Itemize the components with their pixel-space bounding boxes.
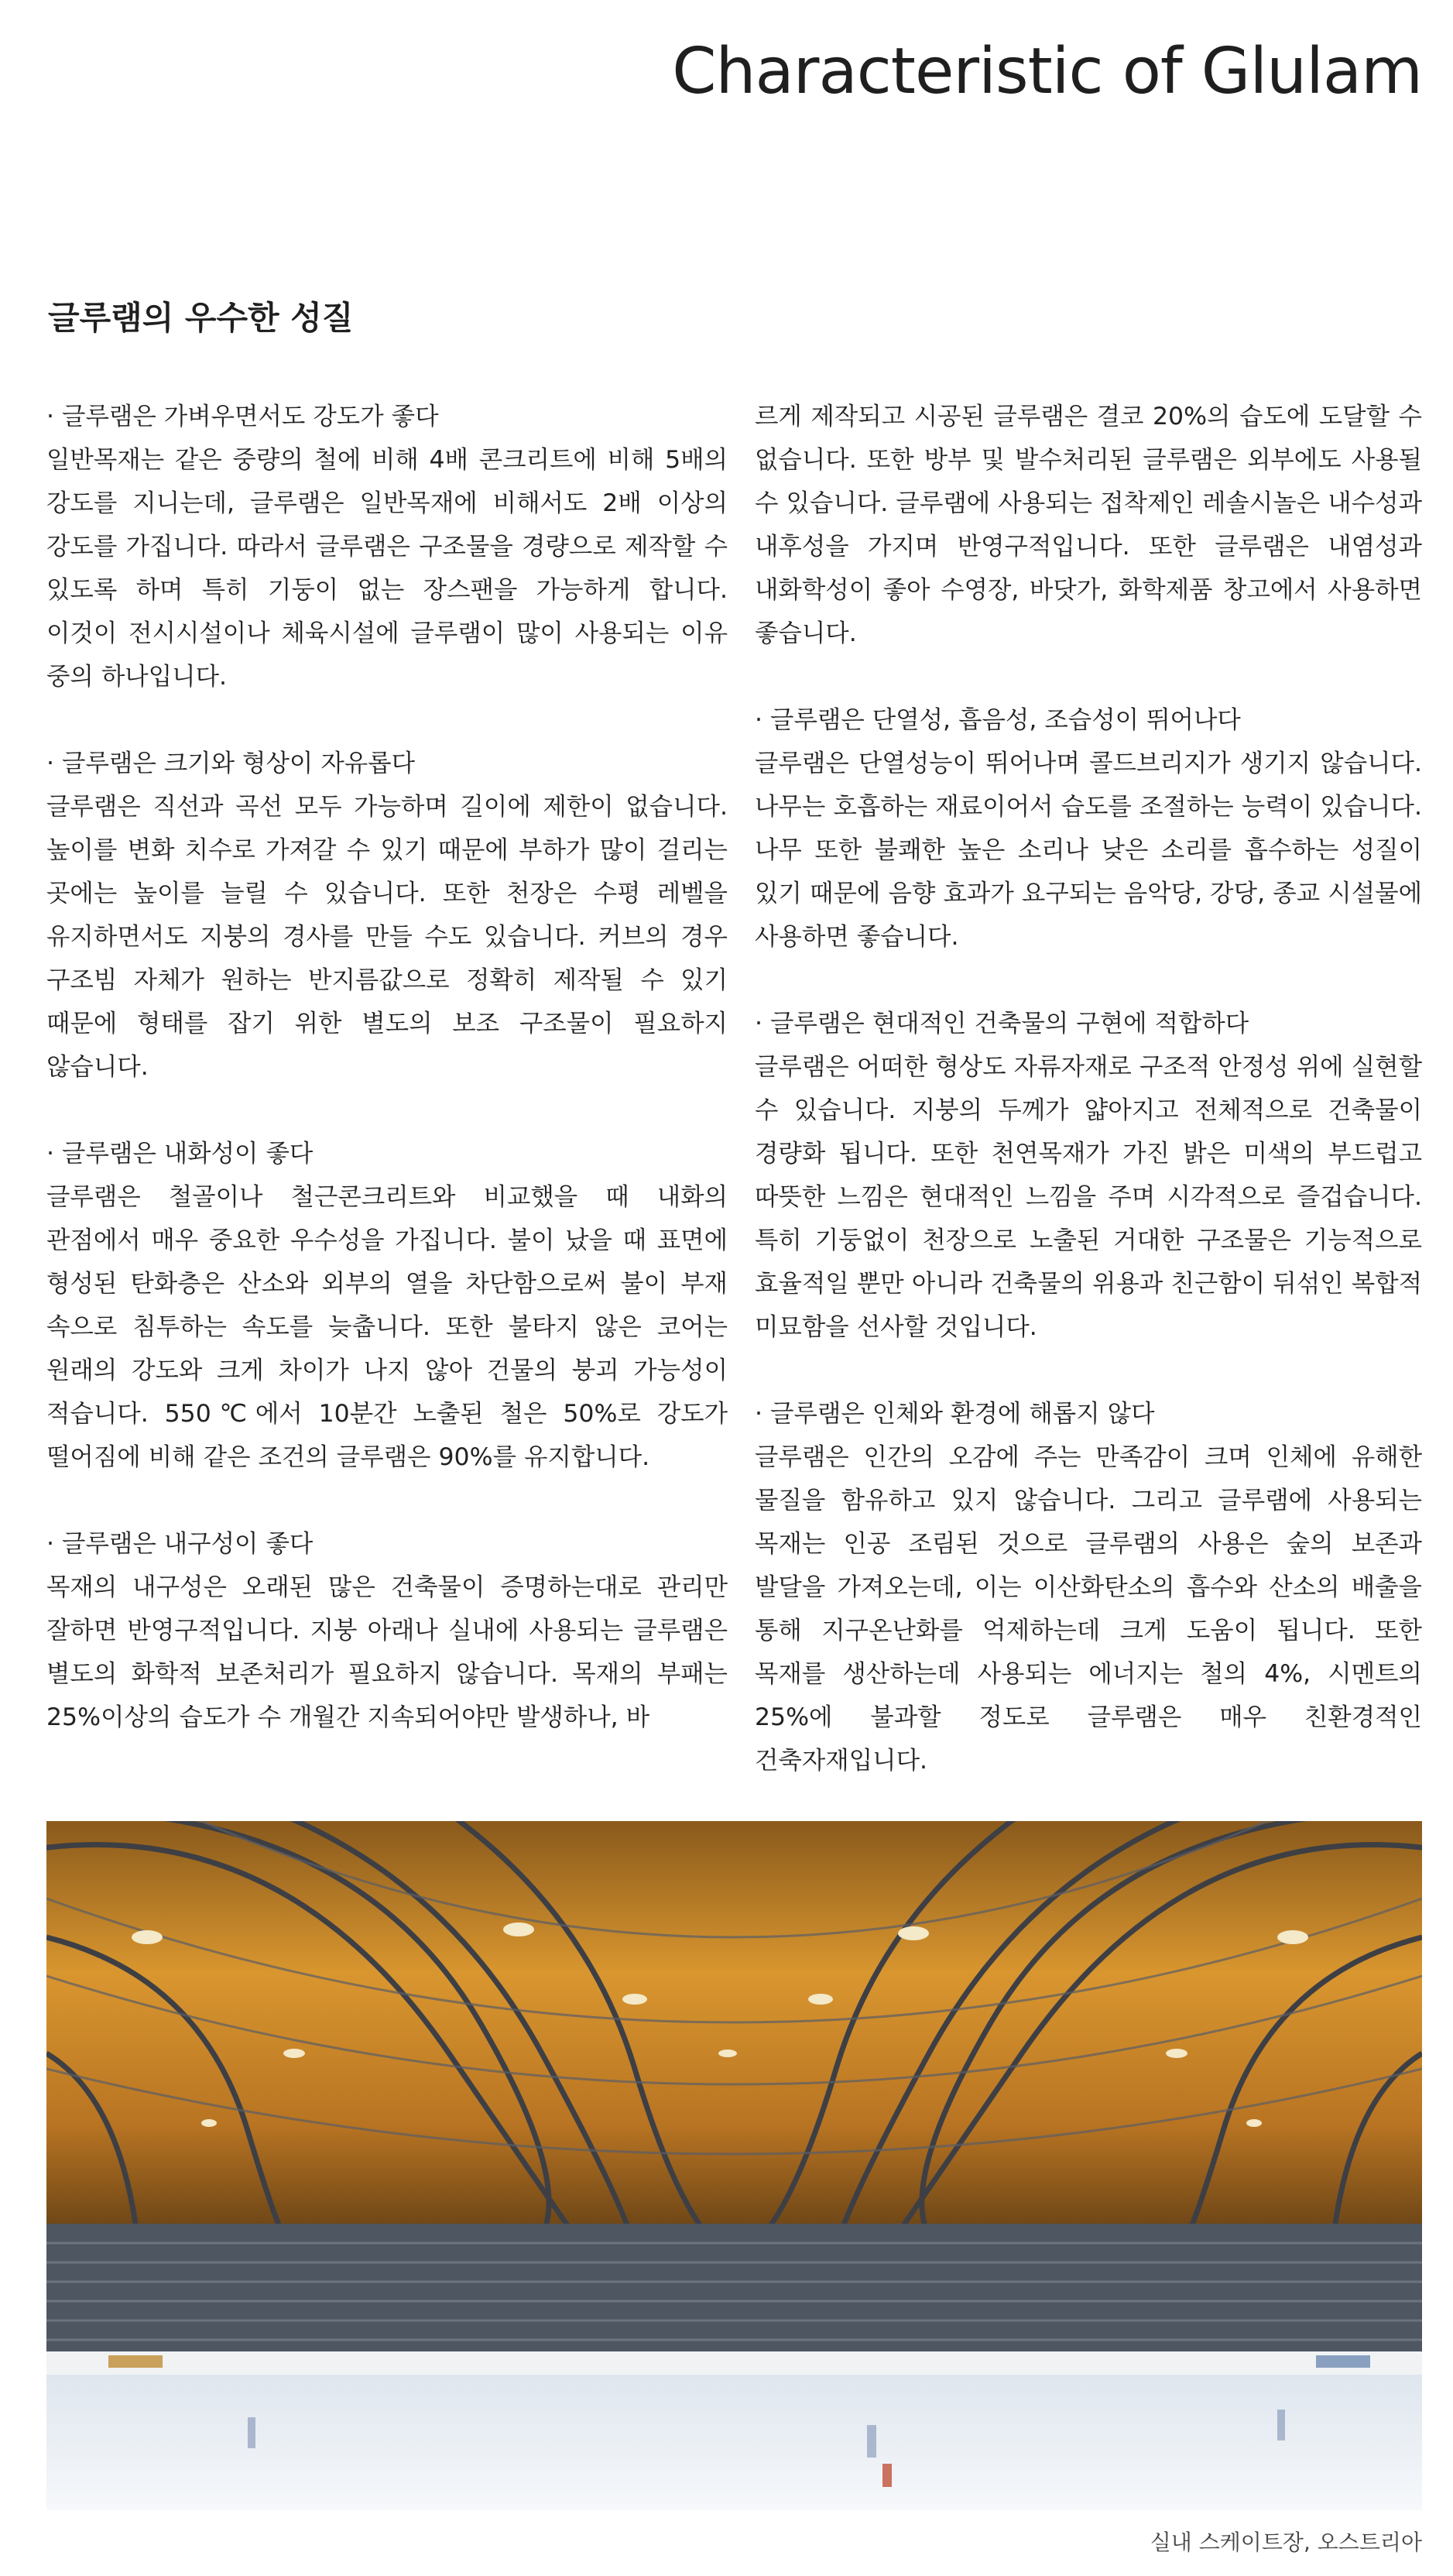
- ceiling: [46, 1821, 1422, 2255]
- eco-section: [755, 1392, 1422, 1782]
- lightweight-body: 일반목재는 같은 중량의 철에 비해 4배 콘크리트에 비해 5배의 강도를 지니는데, 글루램은 일반목재에 비해서도 2배 이상의 강도를 가집니다. 따라서 글루램은 구조물을 경량으로 제작할 수 있도록 하며 특히 기둥이 없는 장스팬을 가능하게 합니다. 이것이 전시시설이나 체육시설에 글루램이 많이 사용되는 이유 중의 하나입니다.: [46, 446, 728, 691]
- lightweight-heading: · 글루램은 가벼우면서도 강도가 좋다: [46, 403, 439, 430]
- right-column: [755, 395, 1422, 1826]
- durability-continued-body: 르게 제작되고 시공된 글루램은 결코 20%의 습도에 도달할 수 없습니다. 또한 방부 및 발수처리된 글루램은 외부에도 사용될 수 있습니다. 글루램에 사용되는 접착제인 레솔시놀은 내수성과 내후성을 가지며 반영구적입니다. 또한 글루램은 내염성과 내화학성이 좋아 수영장, 바닷가, 화학제품 창고에서 사용하면 좋습니다.: [755, 403, 1422, 647]
- fire-resistance-heading: · 글루램은 내화성이 좋다: [46, 1140, 314, 1168]
- photo-caption: 실내 스케이트장, 오스트리아: [1150, 2530, 1422, 2555]
- rink-boards: [46, 2351, 1422, 2375]
- modern-heading: · 글루램은 현대적인 건축물의 구현에 적합하다: [755, 1010, 1249, 1038]
- insulation-section: [755, 698, 1422, 959]
- insulation-body: 글루램은 단열성능이 뛰어나며 콜드브리지가 생기지 않습니다. 나무는 호흡하는 재료이어서 습도를 조절하는 능력이 있습니다. 나무 또한 불쾌한 높은 소리나 낮은 소리를 흡수하는 성질이 있기 때문에 음향 효과가 요구되는 음악당, 강당, 종교 시설물에 사용하면 좋습니다.: [755, 749, 1422, 951]
- board-ad-right: [1316, 2355, 1370, 2368]
- left-column: [46, 395, 728, 1782]
- page-title: Characteristic of Glulam: [672, 35, 1422, 108]
- board-ad-left: [108, 2355, 163, 2368]
- durability-continued-section: [755, 395, 1422, 655]
- eco-heading: · 글루램은 인체와 환경에 해롭지 않다: [755, 1400, 1155, 1428]
- lightweight-section: [46, 395, 728, 698]
- eco-body: 글루램은 인간의 오감에 주는 만족감이 크며 인체에 유해한 물질을 함유하고 있지 않습니다. 그리고 글루램에 사용되는 목재는 인공 조림된 것으로 글루램의 사용은 숲의 보존과 발달을 가져오는데, 이는 이산화탄소의 흡수와 산소의 배출을 통해 지구온난화를 억제하는데 크게 도움이 됩니다. 또한 목재를 생산하는데 사용되는 에너지는 철의 4%, 시멘트의 25%에 불과할 정도로 글루램은 매우 친환경적인 건축자재입니다.: [755, 1443, 1422, 1775]
- section-title: 글루램의 우수한 성질: [48, 299, 354, 337]
- durability-section: [46, 1522, 728, 1739]
- fire-resistance-section: [46, 1132, 728, 1479]
- insulation-heading: · 글루램은 단열성, 흡음성, 조습성이 뛰어나다: [755, 706, 1241, 734]
- modern-body: 글루램은 어떠한 형상도 자류자재로 구조적 안정성 위에 실현할 수 있습니다. 지붕의 두께가 얇아지고 전체적으로 건축물이 경량화 됩니다. 또한 천연목재가 가진 밝은 미색의 부드럽고 따뜻한 느낌은 현대적인 느낌을 주며 시각적으로 즐겁습니다. 특히 기둥없이 천장으로 노출된 거대한 구조물은 기능적으로 효율적일 뿐만 아니라 건축물의 위용과 친근함이 뒤섞인 복합적 미묘함을 선사할 것입니다.: [755, 1053, 1422, 1341]
- free-shape-body: 글루램은 직선과 곡선 모두 가능하며 길이에 제한이 없습니다. 높이를 변화 치수로 가져갈 수 있기 때문에 부하가 많이 걸리는 곳에는 높이를 늘릴 수 있습니다. 또한 천장은 수평 레벨을 유지하면서도 지붕의 경사를 만들 수도 있습니다. 커브의 경우 구조빔 자체가 원하는 반지름값으로 정확히 제작될 수 있기 때문에 형태를 잡기 위한 별도의 보조 구조물이 필요하지 않습니다.: [46, 793, 728, 1081]
- durability-heading: · 글루램은 내구성이 좋다: [46, 1530, 314, 1558]
- free-shape-section: [46, 742, 728, 1089]
- skater-red: [882, 2464, 892, 2487]
- modern-section: [755, 1002, 1422, 1349]
- skating-rink-illustration: [46, 1821, 1422, 2510]
- free-shape-heading: · 글루램은 크기와 형상이 자유롭다: [46, 749, 416, 777]
- durability-body: 목재의 내구성은 오래된 많은 건축물이 증명하는대로 관리만 잘하면 반영구적입니다. 지붕 아래나 실내에 사용되는 글루램은 별도의 화학적 보존처리가 필요하지 않습니다. 목재의 부패는 25%이상의 습도가 수 개월간 지속되어야만 발생하나, 바: [46, 1573, 728, 1731]
- fire-resistance-body: 글루램은 철골이나 철근콘크리트와 비교했을 때 내화의 관점에서 매우 중요한 우수성을 가집니다. 불이 났을 때 표면에 형성된 탄화층은 산소와 외부의 열을 차단함으로써 불이 부재 속으로 침투하는 속도를 늦춥니다. 또한 불타지 않은 코어는 원래의 강도와 크게 차이가 나지 않아 건물의 붕괴 가능성이 적습니다. 550℃에서 10분간 노출된 철은 50%로 강도가 떨어짐에 비해 같은 조건의 글루램은 90%를 유지합니다.: [46, 1183, 728, 1471]
- skating-rink-photo: [46, 1821, 1422, 2510]
